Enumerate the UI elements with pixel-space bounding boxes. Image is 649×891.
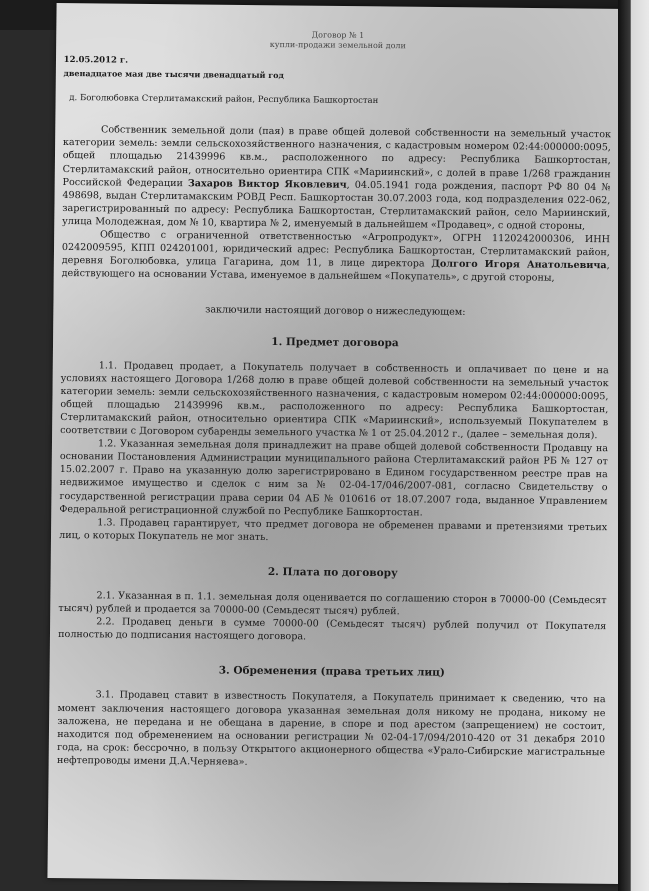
seller-name: Захаров Виктор Яковлевич xyxy=(187,177,347,191)
preamble-seller: Собственник земельной доли (пая) в праве общей долевой собственности на земельный участок категории земель: земли сельскохозяйственного назначения, с кадастровым номером 02:44:000000:0095, общей площадью 21439996 кв.м., расположенного по адресу: Республика Башкортостан, Стерлитамакский район, относительно ориентира СПК «Мариинский», с долей в праве 1/268 гражданин Российской Федерации Захаров Виктор Яковлевич, 04.05.1941 года рождения, паспорт РФ 80 04 № 498698, выдан Стерлитамакским РОВД Респ. Башкортостан 30.07.2003 года, код подразделения 022-062, зарегистрированный по адресу: Республика Башкортостан, Стерлитамакский район, село Мариинский, улица Молодежная, дом № 10, квартира № 2, именуемый в дальнейшем «Продавец», с одной стороны, xyxy=(62,124,612,232)
director-name: Долгого Игоря Анатольевича xyxy=(431,258,607,272)
document-subtitle: купли-продажи земельной доли xyxy=(269,39,406,51)
section-2-1: 2.1. Указанная в п. 1.1. земельная доля оценивается по соглашению сторон в 70000-00 (Семьдесят тысяч) рублей и продается за 70000-00 (Семьдесят тысяч) рублей. xyxy=(58,590,607,618)
section-3-1: 3.1. Продавец ставит в известность Покупателя, а Покупатель принимает к сведению, что на момент заключения настоящего договора указанная земельная доля никому не продана, никому не заложена, не передана и не обещана в дарение, в споре и под арестом (запрещением) не состоит, находится под обременением на основании регистрации № 02-04-17/094/2010-420 от 31 декабря 2010 года, на срок: бессрочно, в пользу Открытого акционерного общества «Урало-Сибирские магистральные нефтепроводы имени Д.А.Черняева». xyxy=(56,689,606,768)
section-2-title: 2. Плата по договору xyxy=(267,565,398,580)
section-1-1: 1.1. Продавец продает, а Покупатель получает в собственность и оплачивает по цене и на условиях настоящего Договора 1/268 долю в праве общей долевой собственности на земельный участок категории земель: земли сельскохозяйственного назначения, с кадастровым номером 02:44:000000:0095, общей площадью 21439996 кв.м., расположенного по адресу: Республика Башкортостан, Стерлитамакский район, относительно ориентира СПК «Мариинский», используемый Покупателем в соответствии с Договором субаренды земельного участка № 1 от 25.04.2012 г., (далее – земельная доля). xyxy=(60,359,609,442)
section-3-title: 3. Обременения (права третьих лиц) xyxy=(218,664,445,680)
contract-place: д. Боголюбовка Стерлитамакский район, Республика Башкортостан xyxy=(69,93,379,107)
section-1-3: 1.3. Продавец гарантирует, что предмет договора не обременен правами и претензиями третьих лиц, о которых Покупатель не мог знать. xyxy=(59,517,608,543)
preamble-buyer: Общество с ограниченной ответственностью «Агропродукт», ОГРН 1120242000306, ИНН 0242009595, КПП 024201001, юридический адрес: Республика Башкортостан, Стерлитамакский район, деревня Боголюбовка, улица Гагарина, дом 11, в лице директора Долгого Игоря Анатольевича, действующего на основании Устава, именуемое в дальнейшем «Покупатель», с другой стороны, xyxy=(61,229,611,285)
contract-date: 12.05.2012 г. xyxy=(63,54,129,66)
contract-date-words: двенадцатое мая две тысячи двенадцатый год xyxy=(63,68,284,81)
section-2-2: 2.2. Продавец деньги в сумме 70000-00 (Семьдесят тысяч) рублей получил от Покупателя полностью до подписания настоящего договора. xyxy=(58,616,607,643)
document-content xyxy=(56,28,612,883)
page-right-edge xyxy=(618,0,649,891)
section-1-2: 1.2. Указанная земельная доля принадлежит на праве общей долевой собственности Продавцу на основании Постановления Администрации муниципального района Стерлитамакский район РБ № 127 от 15.02.2007 г. Право на указанную долю зарегистрировано в Едином государственном реестре прав на недвижимое имущество и сделок с ним за № 02-04-17/046/2007-081, согласно Свидетельству о государственной регистрации права серии 04 АБ № 010616 от 18.07.2007 года, выданное Управлением Федеральной регистрационной службой по Республике Башкортостан. xyxy=(59,438,609,519)
document-title: Договор № 1 xyxy=(311,30,365,40)
concluded-line: заключили настоящий договор о нижеследующем: xyxy=(205,304,466,319)
section-1-title: 1. Предмет договора xyxy=(271,335,399,349)
